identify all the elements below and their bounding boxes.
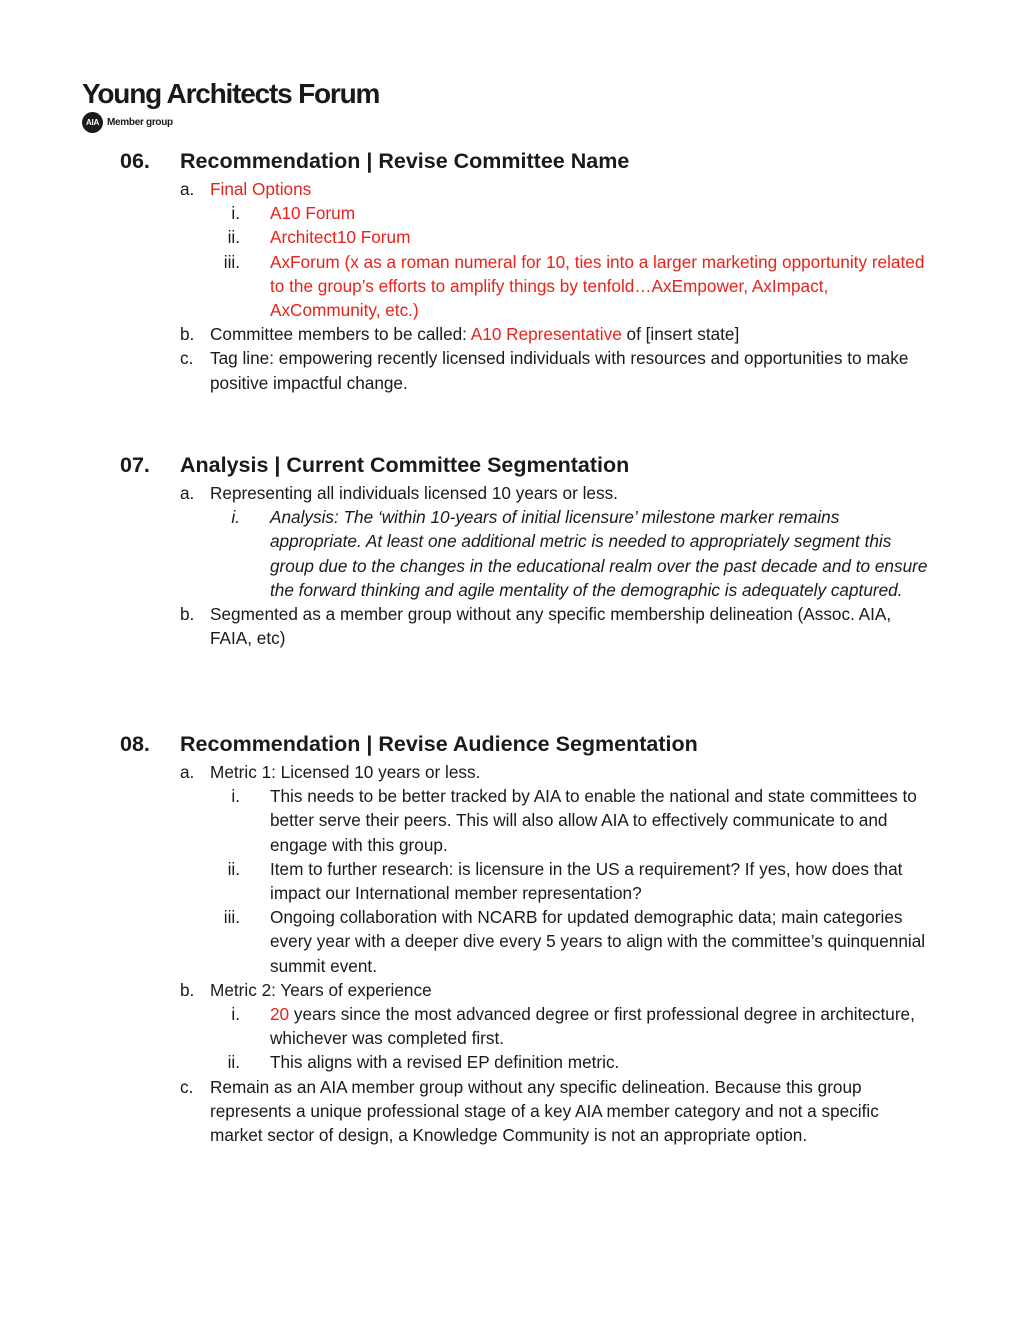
document-header — [82, 78, 379, 133]
member-group-label: Member group — [107, 117, 173, 128]
list-marker: c. — [180, 348, 194, 369]
list-item — [0, 857, 1020, 905]
section-08 — [0, 732, 1020, 1147]
list-item — [0, 250, 1020, 323]
list-text: Representing all individuals licensed 10 years or less. — [210, 483, 618, 503]
list-item — [0, 505, 1020, 602]
list-item — [0, 978, 1020, 1002]
list-text: Segmented as a member group without any specific membership delineation (Assoc. AIA, FAIA, etc) — [210, 604, 892, 649]
highlight-text: 20 — [270, 1004, 290, 1025]
list-marker: a. — [180, 483, 195, 503]
forum-title: Young Architects Forum — [82, 78, 380, 109]
list-text — [210, 322, 935, 346]
list-marker: b. — [180, 979, 195, 1000]
list-marker: ii. — [227, 227, 240, 248]
list-item — [0, 1075, 1020, 1148]
list-text — [270, 1002, 935, 1050]
list-item — [0, 1050, 1020, 1074]
member-group-lockup — [82, 112, 379, 133]
section-title: Recommendation | Revise Committee Name — [180, 149, 630, 173]
list-text: A10 Forum — [270, 203, 356, 224]
list-text: Architect10 Forum — [270, 227, 411, 248]
list-marker: i. — [231, 786, 240, 807]
list-item — [0, 322, 1020, 346]
list-item — [0, 201, 1020, 225]
section-number: 07. — [120, 453, 150, 477]
list-text: Tag line: empowering recently licensed individuals with resources and opportunities to make positive impactful change. — [210, 348, 909, 393]
aia-logo-icon: AIA — [82, 112, 103, 133]
list-text: This aligns with a revised EP definition metric. — [270, 1052, 620, 1073]
list-marker: i. — [231, 203, 240, 224]
list-marker: a. — [180, 179, 195, 199]
text-span: Committee members to be called: — [210, 324, 471, 345]
section-number: 08. — [120, 732, 150, 756]
list-item — [0, 760, 1020, 784]
section-06 — [0, 149, 1020, 395]
list-item — [0, 905, 1020, 978]
list-marker: iii. — [223, 251, 240, 272]
list-item — [0, 481, 1020, 505]
text-span: of [insert state] — [621, 324, 740, 345]
list-item — [0, 225, 1020, 249]
list-item — [0, 1002, 1020, 1050]
section-title: Analysis | Current Committee Segmentation — [180, 453, 630, 477]
highlight-text: A10 Representative — [470, 324, 622, 345]
list-text: AxForum (x as a roman numeral for 10, ties into a larger marketing opportunity related to the group’s efforts to amplify things by tenfold…AxEmpower, AxImpact, AxCommunity, etc.) — [270, 251, 925, 321]
section-heading — [0, 453, 1020, 481]
list-text: Ongoing collaboration with NCARB for updated demographic data; main categories every year with a deeper dive every 5 years to align with the committee’s quinquennial summit event. — [270, 907, 926, 976]
list-text: Remain as an AIA member group without any specific delineation. Because this group represents a unique professional stage of a key AIA member category and not a specific market sector of design, a Knowledge Community is not an appropriate option. — [210, 1076, 879, 1146]
list-text: Item to further research: is licensure in the US a requirement? If yes, how does that impact our International member representation? — [270, 858, 903, 904]
list-item — [0, 346, 1020, 394]
list-text: Metric 2: Years of experience — [210, 979, 432, 1000]
section-heading — [0, 732, 1020, 760]
list-marker: c. — [180, 1076, 194, 1097]
list-text: This needs to be better tracked by AIA to enable the national and state committees to better serve their peers. This will also allow AIA to effectively communicate to and engage with this group. — [270, 786, 917, 855]
section-07 — [0, 453, 1020, 650]
list-marker: ii. — [227, 858, 240, 879]
section-heading — [0, 149, 1020, 177]
list-marker: b. — [180, 324, 195, 345]
list-text: Metric 1: Licensed 10 years or less. — [210, 762, 481, 782]
list-item — [0, 177, 1020, 201]
list-text: Analysis: The ‘within 10-years of initial licensure’ milestone marker remains appropriate. At least one additional metric is needed to appropriately segment this group due to the changes in the educational realm over the past decade and to ensure the forward thinking and agile mentality of the demographic is adequately captured. — [270, 507, 928, 600]
list-marker: i. — [231, 507, 240, 528]
list-marker: i. — [231, 1004, 240, 1025]
text-span: years since the most advanced degree or first professional degree in architecture, whichever was completed first. — [270, 1004, 915, 1049]
list-marker: iii. — [223, 907, 240, 928]
list-marker: a. — [180, 762, 195, 782]
section-title: Recommendation | Revise Audience Segmentation — [180, 732, 698, 756]
list-marker: b. — [180, 604, 195, 625]
section-number: 06. — [120, 149, 150, 173]
list-item — [0, 784, 1020, 857]
list-marker: ii. — [227, 1052, 240, 1073]
list-text: Final Options — [210, 179, 312, 199]
list-item — [0, 602, 1020, 650]
